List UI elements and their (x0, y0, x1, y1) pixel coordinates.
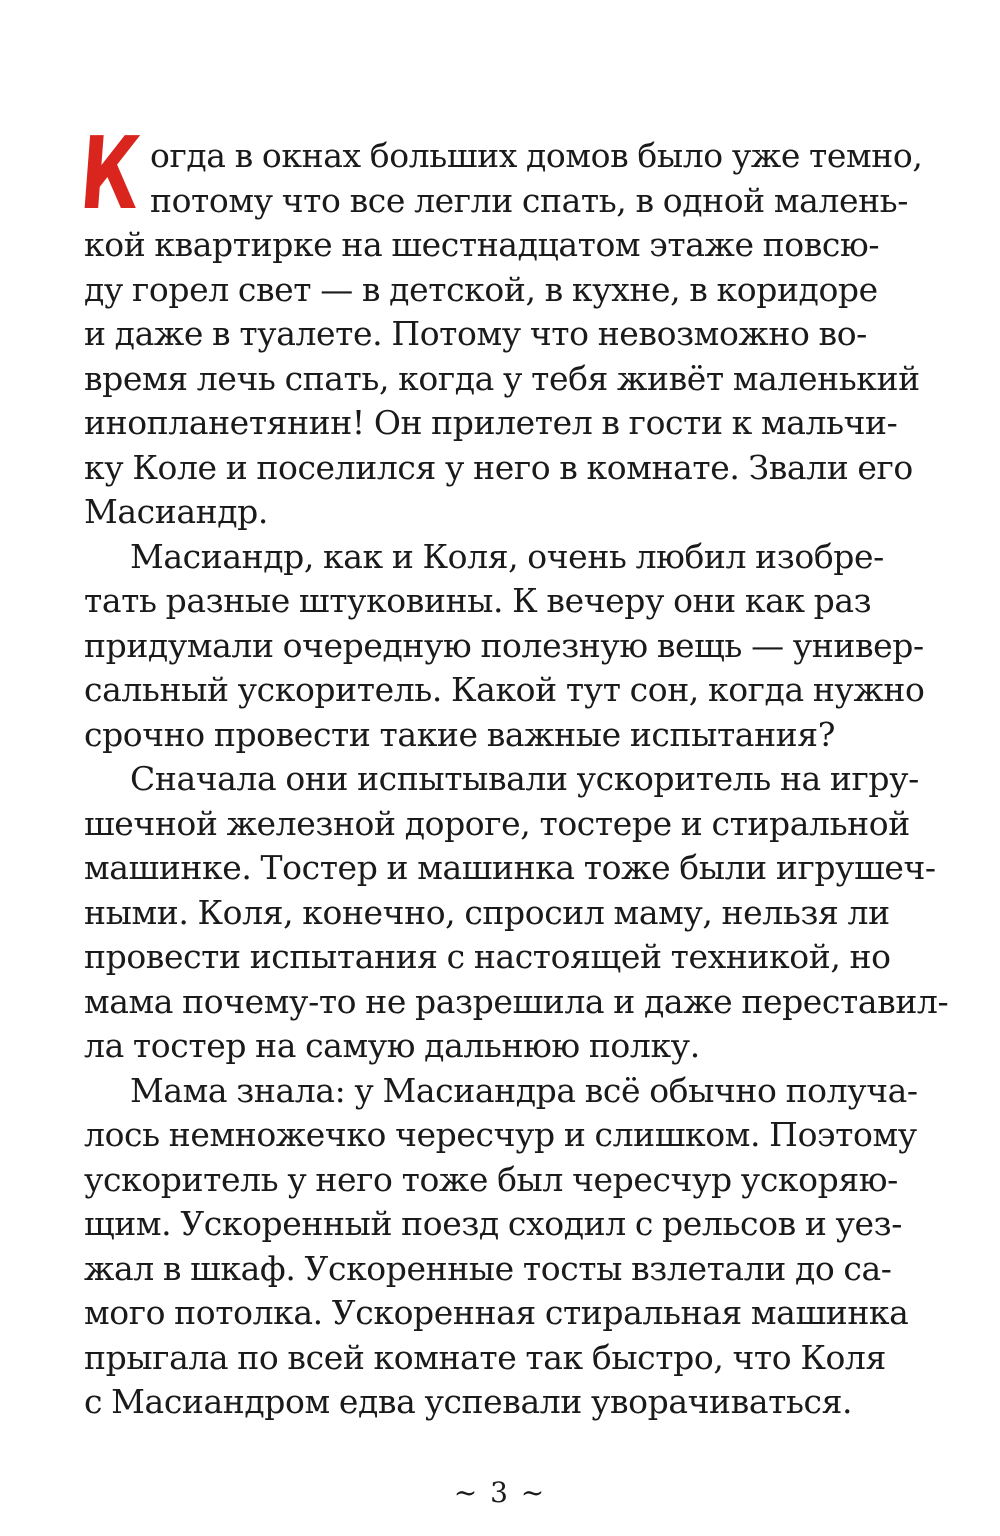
text-line: время лечь спать, когда у тебя живёт маленький (84, 358, 920, 398)
text-line: мого потолка. Ускоренная стиральная машинка (84, 1293, 909, 1332)
text-line: ду горел свет — в детской, в кухне, в коридоре (84, 269, 878, 309)
paragraph-3 (84, 757, 949, 1069)
text-line: Масиандр. (84, 492, 268, 531)
story-text (84, 134, 949, 1425)
paragraph-4 (84, 1069, 918, 1425)
text-line: Сначала они испытывали ускоритель на игру- (130, 759, 919, 798)
drop-cap-letter: К (76, 115, 144, 232)
text-line: жал в шкаф. Ускоренные тосты взлетали до са- (84, 1248, 892, 1288)
text-line: шечной железной дороге, тостере и стиральной (84, 803, 910, 843)
text-line: Мама знала: у Масиандра всё обычно получа- (130, 1070, 918, 1110)
text-line: ными. Коля, конечно, спросил маму, нельзя ли (84, 892, 890, 932)
text-line: тать разные штуковины. К вечеру они как раз (84, 581, 872, 620)
text-line: ла тостер на самую дальнюю полку. (84, 1026, 700, 1065)
text-line: провести испытания с настоящей техникой, но (84, 937, 891, 976)
text-line: ку Коле и поселился у него в комнате. Звали его (84, 447, 913, 487)
text-line: сальный ускоритель. Какой тут сон, когда нужно (84, 670, 925, 709)
text-line: придумали очередную полезную вещь — универ- (84, 625, 924, 665)
paragraph-1 (84, 134, 923, 535)
text-line: машинке. Тостер и машинка тоже были игрушеч- (84, 848, 936, 887)
paragraph-2 (84, 535, 925, 758)
text-line: и даже в туалете. Потому что невозможно во- (84, 314, 867, 353)
text-line: мама почему-то не разрешила и даже переставил- (84, 981, 949, 1021)
text-line: ускоритель у него тоже был чересчур ускоряю- (84, 1159, 898, 1199)
text-line: срочно провести такие важные испытания? (84, 714, 835, 754)
text-line: Масиандр, как и Коля, очень любил изобре- (130, 536, 884, 576)
text-line: кой квартирке на шестнадцатом этаже повсю- (84, 225, 880, 264)
text-line: щим. Ускоренный поезд сходил с рельсов и уез- (84, 1204, 903, 1243)
page-number: ~ 3 ~ (453, 1476, 547, 1509)
text-line: инопланетянин! Он прилетел в гости к мальчи- (84, 403, 898, 442)
text-line: потому что все легли спать, в одной малень- (150, 180, 909, 220)
text-line: прыгала по всей комнате так быстро, что Коля (84, 1337, 886, 1377)
text-line: огда в окнах больших домов было уже темно, (150, 136, 923, 175)
text-line: лось немножечко чересчур и слишком. Поэтому (84, 1115, 917, 1154)
text-line: с Масиандром едва успевали уворачиваться. (84, 1382, 853, 1421)
